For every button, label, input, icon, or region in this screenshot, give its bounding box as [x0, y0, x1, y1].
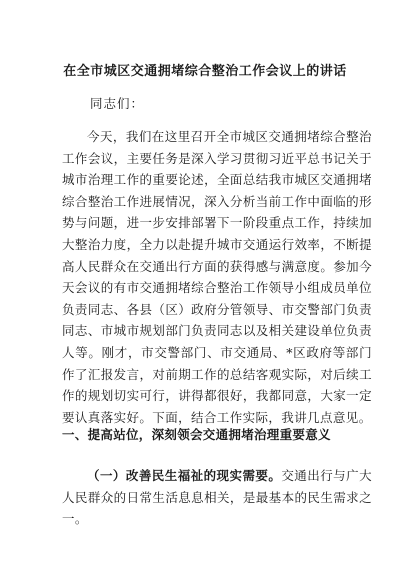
section-heading-1: 一、提高站位，深刻领会交通拥堵治理重要意义 [62, 427, 331, 442]
document-title: 在全市城区交通拥堵综合整治工作会议上的讲话 [63, 64, 347, 79]
salutation: 同志们： [90, 96, 145, 111]
body-paragraph-2 [62, 465, 372, 530]
paragraph-text: 交通出行与广大人民群众的日常生活息息相关，是最基本的民生需求之一。 [62, 468, 372, 527]
body-paragraph-1: 今天，我们在这里召开全市城区交通拥堵综合整治工作会议，主要任务是深入学习贯彻习近平总书记关于城市治理工作的重要论述，全面总结我市城区交通拥堵综合整治工作进展情况，深入分析当前工作中面临的形势与问题，进一步安排部署下一阶段重点工作，持续加大整治力度，全力以赴提升城市交通运行效率，不断提高人民群众在交通出行方面的获得感与满意度。参加今天会议的有市交通拥堵综合整治工作领导小组成员单位负责同志、各县（区）政府分管领导、市交警部门负责同志、市城市规划部门负责同志以及相关建设单位负责人等。刚才，市交警部门、市交通局、*区政府等部门作了汇报发言，对前期工作的总结客观实际，对后续工作的规划切实可行，讲得都很好，我都同意，大家一定要认真落实好。下面，结合工作实际，我讲几点意见。 [62, 129, 372, 425]
paragraph-lead: （一）改善民生福祉的现实需要。 [87, 468, 282, 483]
